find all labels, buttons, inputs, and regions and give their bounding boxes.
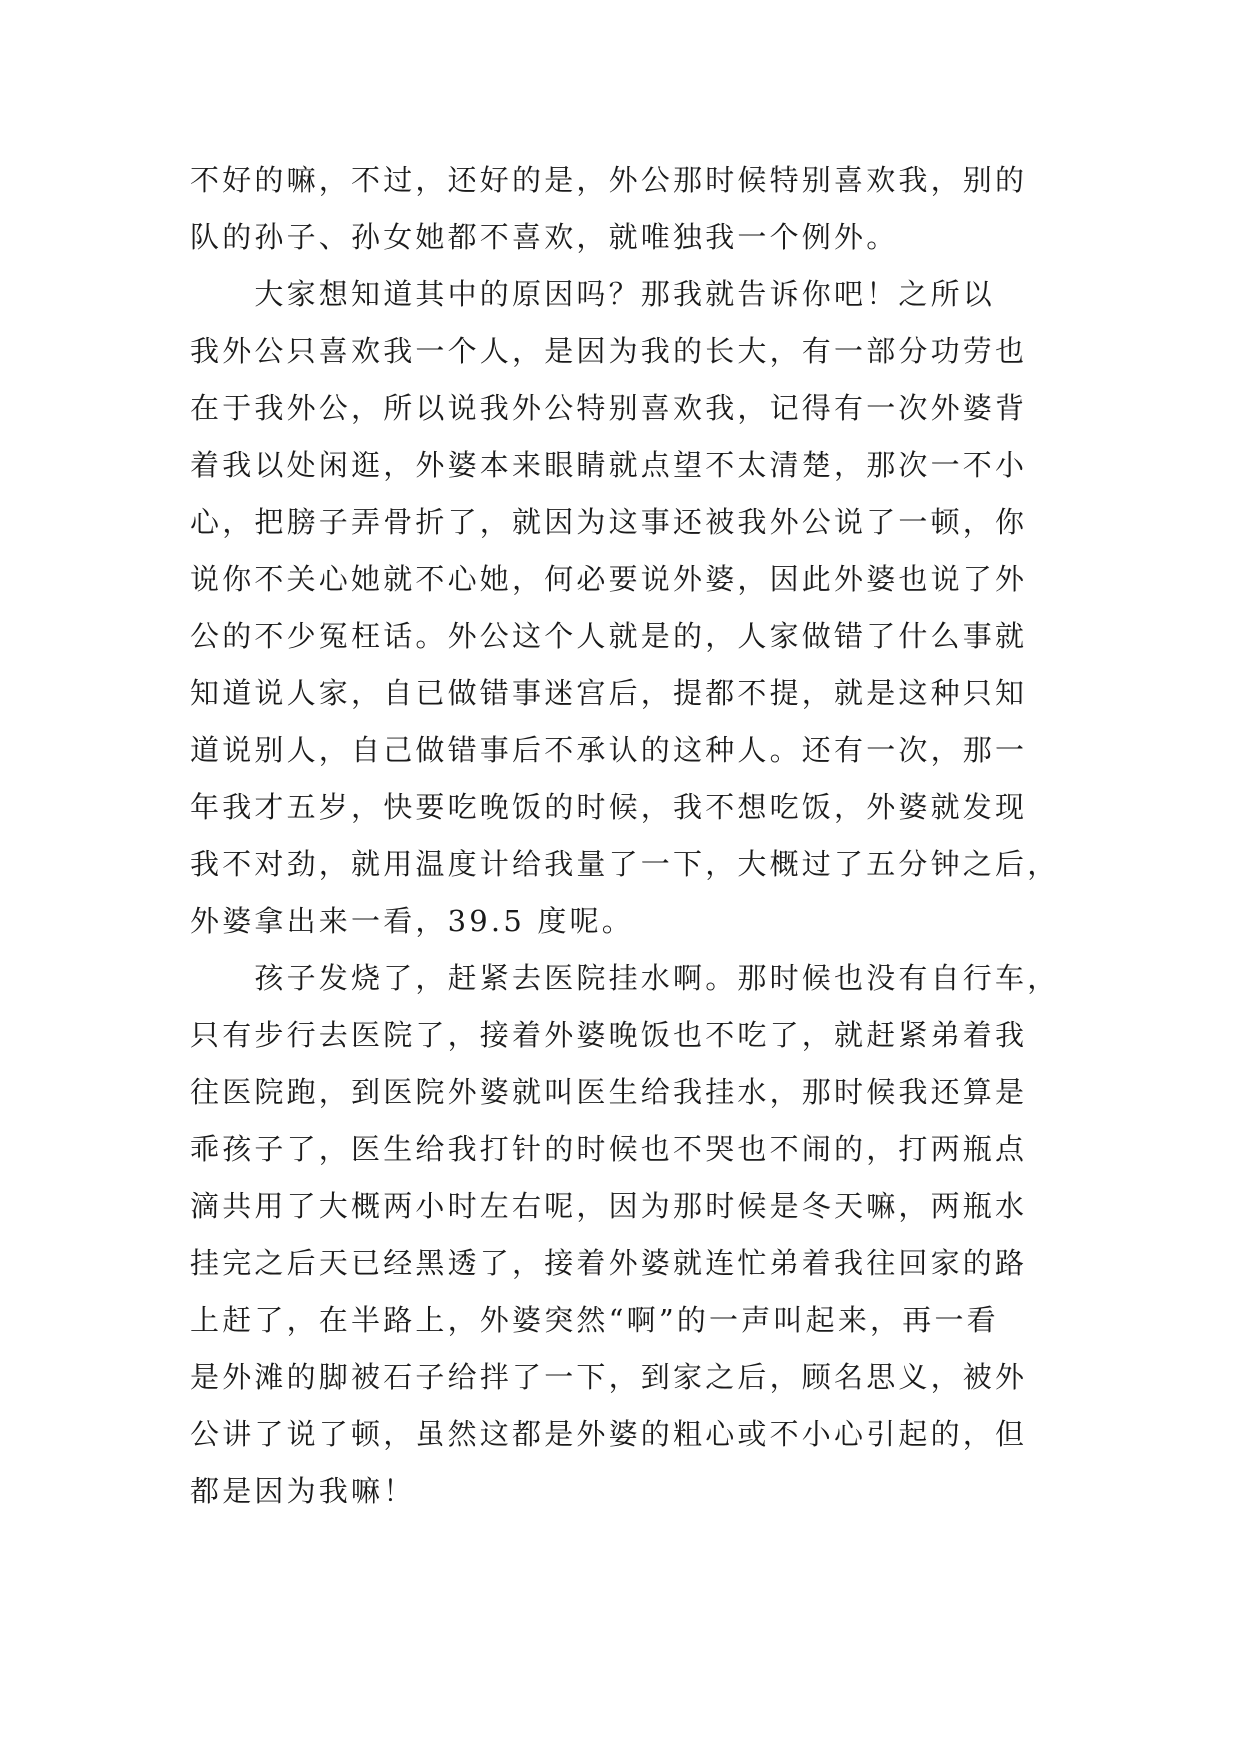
text-line: 往医院跑，到医院外婆就叫医生给我挂水，那时候我还算是 <box>190 1075 1028 1109</box>
text-line: 孩子发烧了，赶紧去医院挂水啊。那时候也没有自行车， <box>190 961 1060 995</box>
text-line: 上赶了，在半路上，外婆突然“啊”的一声叫起来，再一看 <box>190 1303 999 1337</box>
text-line: 年我才五岁，快要吃晚饭的时候，我不想吃饭，外婆就发现 <box>190 790 1028 824</box>
text-line: 只有步行去医院了，接着外婆晚饭也不吃了，就赶紧弟着我 <box>190 1018 1028 1052</box>
text-line: 说你不关心她就不心她，何必要说外婆，因此外婆也说了外 <box>190 562 1028 596</box>
text-line: 都是因为我嘛！ <box>190 1474 416 1508</box>
text-line: 我外公只喜欢我一个人，是因为我的长大，有一部分功劳也 <box>190 334 1028 368</box>
text-line: 大家想知道其中的原因吗？那我就告诉你吧！之所以 <box>190 277 996 311</box>
text-line: 心，把膀子弄骨折了，就因为这事还被我外公说了一顿，你 <box>190 505 1028 539</box>
text-line: 乖孩子了，医生给我打针的时候也不哭也不闹的，打两瓶点 <box>190 1132 1028 1166</box>
text-line: 是外滩的脚被石子给拌了一下，到家之后，顾名思义，被外 <box>190 1360 1028 1394</box>
text-line: 着我以处闲逛，外婆本来眼睛就点望不太清楚，那次一不小 <box>190 448 1028 482</box>
text-line: 外婆拿出来一看，39.5 度呢。 <box>190 904 634 938</box>
text-line: 道说别人，自己做错事后不承认的这种人。还有一次，那一 <box>190 733 1028 767</box>
text-line: 在于我外公，所以说我外公特别喜欢我，记得有一次外婆背 <box>190 391 1028 425</box>
text-line: 挂完之后天已经黑透了，接着外婆就连忙弟着我往回家的路 <box>190 1246 1028 1280</box>
text-line: 知道说人家，自已做错事迷宫后，提都不提，就是这种只知 <box>190 676 1028 710</box>
text-line: 不好的嘛，不过，还好的是，外公那时候特别喜欢我，别的 <box>190 163 1028 197</box>
text-line: 公的不少冤枉话。外公这个人就是的，人家做错了什么事就 <box>190 619 1028 653</box>
text-line: 我不对劲，就用温度计给我量了一下，大概过了五分钟之后， <box>190 847 1060 881</box>
text-line: 滴共用了大概两小时左右呢，因为那时候是冬天嘛，两瓶水 <box>190 1189 1028 1223</box>
text-line: 队的孙子、孙女她都不喜欢，就唯独我一个例外。 <box>190 220 899 254</box>
text-line: 公讲了说了顿，虽然这都是外婆的粗心或不小心引起的，但 <box>190 1417 1028 1451</box>
body-text <box>190 152 1060 1520</box>
